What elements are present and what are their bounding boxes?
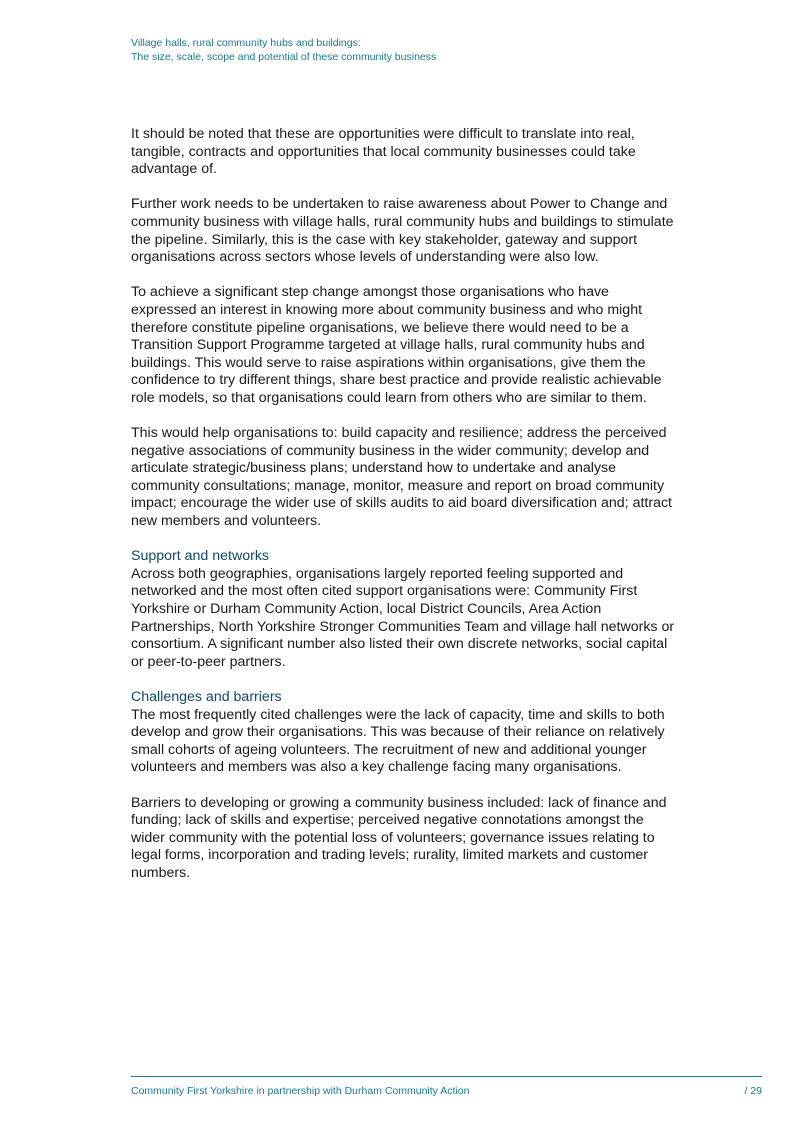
page-number: / 29	[744, 1085, 762, 1097]
paragraph-opportunities: It should be noted that these are opportunities were difficult to translate into real, tangible, contracts and opportunities that local community businesses could take advantage of.	[131, 126, 636, 178]
running-header-line-1: Village halls, rural community hubs and buildings:	[131, 37, 361, 49]
paragraph-help-organisations: This would help organisations to: build capacity and resilience; address the perceived negative associations of community business in the wider community; develop and articulate strategic/business plans; understand how to undertake and analyse community consultations; manage, monitor, measure and report on broad community impact; encourage the wider use of skills audits to aid board diversification and; attract new members and volunteers.	[131, 425, 672, 530]
heading-challenges-barriers: Challenges and barriers	[131, 689, 282, 705]
heading-support-networks: Support and networks	[131, 548, 270, 565]
footer-divider	[131, 1076, 762, 1077]
running-header-line-2: The size, scale, scope and potential of these community business	[131, 51, 437, 63]
paragraph-transition-support: To achieve a significant step change amongst those organisations who have expressed an interest in knowing more about community business and who might therefore constitute pipeline organisations, we believe there would need to be a Transition Support Programme targeted at village halls, rural community hubs and buildings. This would serve to raise aspirations within organisations, give them the confidence to try different things, share best practice and provide realistic achievable role models, so that organisations could learn from others who are similar to them.	[131, 284, 662, 406]
paragraph-challenges: The most frequently cited challenges were the lack of capacity, time and skills to both develop and grow their organisations. This was because of their reliance on relatively small cohorts of ageing volunteers. The recruitment of new and additional younger volunteers and members was also a key challenge facing many organisations.	[131, 706, 665, 776]
footer-credit: Community First Yorkshire in partnership with Durham Community Action	[131, 1085, 470, 1097]
page-body	[131, 126, 676, 900]
paragraph-support-networks: Across both geographies, organisations largely reported feeling supported and networked and the most often cited support organisations were: Community First Yorkshire or Durham Community Action, local District Councils, Area Action Partnerships, North Yorkshire Stronger Communities Team and village hall networks or consortium. A significant number also listed their own discrete networks, social capital or peer-to-peer partners.	[131, 565, 675, 670]
running-header	[131, 36, 751, 64]
paragraph-awareness: Further work needs to be undertaken to raise awareness about Power to Change and community business with village halls, rural community hubs and buildings to stimulate the pipeline. Similarly, this is the case with key stakeholder, gateway and support organisations across sectors whose levels of understanding were also low.	[131, 196, 674, 266]
paragraph-barriers: Barriers to developing or growing a community business included: lack of finance and funding; lack of skills and expertise; perceived negative connotations amongst the wider community with the potential loss of volunteers; governance issues relating to legal forms, incorporation and trading levels; rurality, limited markets and customer numbers.	[131, 794, 667, 881]
